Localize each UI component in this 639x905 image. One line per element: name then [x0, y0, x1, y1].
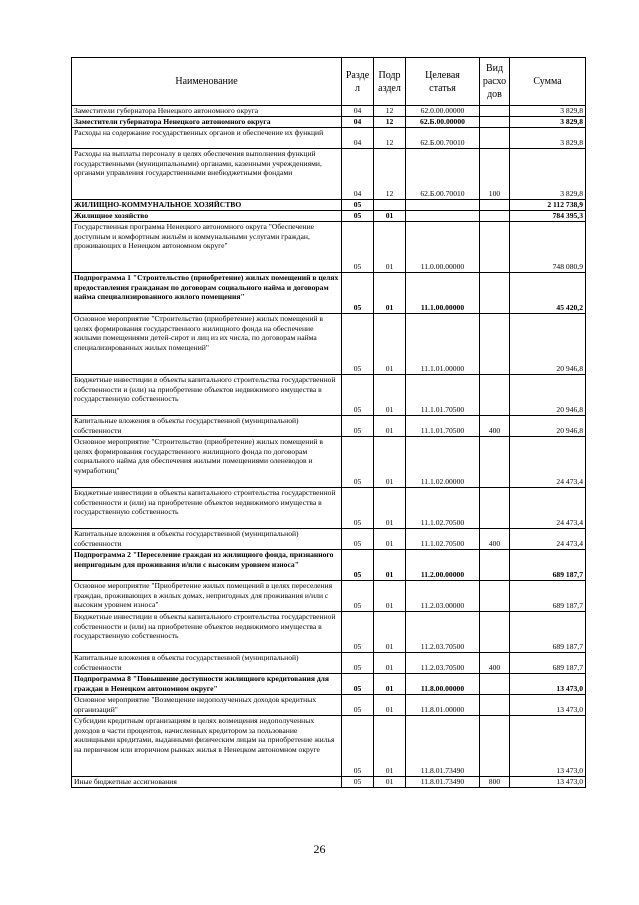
- row-name: Бюджетные инвестиции в объекты капитального строительства государственной собственности и (или) на приобретение объектов недвижимого имущества в государственную собственность: [72, 375, 342, 416]
- row-vid: [480, 488, 510, 529]
- row-article: 11.1.02.00000: [406, 437, 480, 488]
- row-vid: 400: [480, 416, 510, 437]
- row-vid: [480, 375, 510, 416]
- table-row: [72, 416, 586, 437]
- row-article: 11.2.00.00000: [406, 550, 480, 581]
- row-razdel: 05: [342, 777, 374, 788]
- row-vid: [480, 674, 510, 695]
- table-row: [72, 581, 586, 612]
- row-vid: [480, 314, 510, 375]
- row-razdel: 05: [342, 211, 374, 222]
- row-vid: [480, 612, 510, 653]
- header-razdel: Разде л: [342, 58, 374, 106]
- row-podrazdel: 01: [374, 581, 406, 612]
- row-razdel: 05: [342, 716, 374, 777]
- row-podrazdel: 01: [374, 695, 406, 716]
- row-podrazdel: 01: [374, 222, 406, 273]
- table-row: [72, 612, 586, 653]
- row-razdel: 04: [342, 128, 374, 149]
- row-razdel: 05: [342, 437, 374, 488]
- header-name: Наименование: [72, 58, 342, 106]
- row-razdel: 05: [342, 653, 374, 674]
- row-article: 62.Б.00.00000: [406, 117, 480, 128]
- row-name: Основное мероприятие "Приобретение жилых помещений в целях переселения граждан, проживающих в жилых домах, непригодных для проживания и/или с высоким уровнем износа": [72, 581, 342, 612]
- row-razdel: 05: [342, 550, 374, 581]
- table-row: [72, 437, 586, 488]
- table-row: [72, 211, 586, 222]
- row-razdel: 05: [342, 416, 374, 437]
- page-number: 26: [313, 842, 326, 856]
- header-vid: Вид расхо дов: [480, 58, 510, 106]
- row-sum: 689 187,7: [510, 581, 586, 612]
- row-razdel: 04: [342, 117, 374, 128]
- table-row: [72, 222, 586, 273]
- row-razdel: 05: [342, 581, 374, 612]
- row-razdel: 05: [342, 200, 374, 211]
- row-article: 11.1.00.00000: [406, 273, 480, 314]
- row-podrazdel: 01: [374, 653, 406, 674]
- row-razdel: 05: [342, 314, 374, 375]
- row-name: Субсидии кредитным организациям в целях возмещения недополученных доходов в части процентов, начисленных кредитором за пользование жилищными кредитами, выданными физическим лицам на приобретение жилья на первичном или вторичном рынках жилья в Ненецком автономном округе: [72, 716, 342, 777]
- row-vid: [480, 117, 510, 128]
- row-vid: [480, 200, 510, 211]
- row-sum: 13 473,0: [510, 777, 586, 788]
- row-article: 11.2.03.70500: [406, 612, 480, 653]
- row-razdel: 05: [342, 695, 374, 716]
- row-vid: [480, 716, 510, 777]
- table-row: [72, 106, 586, 117]
- row-name: Заместители губернатора Ненецкого автономного округа: [72, 117, 342, 128]
- row-podrazdel: 01: [374, 550, 406, 581]
- table-row: [72, 695, 586, 716]
- header-article: Целевая статья: [406, 58, 480, 106]
- table-row: [72, 117, 586, 128]
- row-podrazdel: 01: [374, 716, 406, 777]
- row-article: 11.1.01.70500: [406, 416, 480, 437]
- row-razdel: 05: [342, 612, 374, 653]
- table-row: [72, 529, 586, 550]
- row-name: Основное мероприятие "Строительство (приобретение) жилых помещений в целях формирования государственного жилищного фонда на обеспечение жилыми помещениями детей-сирот и лиц из их числа, по договорам найма специализированных жилых помещений": [72, 314, 342, 375]
- row-razdel: 04: [342, 149, 374, 200]
- row-article: 11.1.01.70500: [406, 375, 480, 416]
- row-article: [406, 211, 480, 222]
- table-row: [72, 653, 586, 674]
- row-name: Государственная программа Ненецкого автономного округа "Обеспечение доступным и комфортным жильём и коммунальными услугами граждан, проживающих в Ненецком автономном округе": [72, 222, 342, 273]
- row-vid: [480, 550, 510, 581]
- row-article: 62.Б.00.70010: [406, 149, 480, 200]
- row-sum: 20 946,8: [510, 416, 586, 437]
- row-podrazdel: 01: [374, 375, 406, 416]
- row-article: 11.8.01.73490: [406, 716, 480, 777]
- row-sum: 13 473,0: [510, 674, 586, 695]
- table-row: [72, 488, 586, 529]
- row-vid: [480, 211, 510, 222]
- table-row: [72, 716, 586, 777]
- row-vid: [480, 222, 510, 273]
- row-article: 11.2.03.70500: [406, 653, 480, 674]
- table-row: [72, 550, 586, 581]
- row-name: Капитальные вложения в объекты государственной (муниципальной) собственности: [72, 653, 342, 674]
- row-podrazdel: 12: [374, 128, 406, 149]
- row-name: Подпрограмма 1 "Строительство (приобретение) жилых помещений в целях предоставления гражданам по договорам социального найма и договорам найма специализированного жилого помещения": [72, 273, 342, 314]
- row-article: 11.1.02.70500: [406, 529, 480, 550]
- row-vid: 100: [480, 149, 510, 200]
- row-name: Жилищное хозяйство: [72, 211, 342, 222]
- row-sum: 3 829,8: [510, 106, 586, 117]
- row-name: Бюджетные инвестиции в объекты капитального строительства государственной собственности и (или) на приобретение объектов недвижимого имущества в государственную собственность: [72, 488, 342, 529]
- row-razdel: 04: [342, 106, 374, 117]
- row-article: 11.8.01.73490: [406, 777, 480, 788]
- row-vid: [480, 695, 510, 716]
- row-podrazdel: 12: [374, 117, 406, 128]
- row-article: 11.0.00.00000: [406, 222, 480, 273]
- row-article: 11.8.00.00000: [406, 674, 480, 695]
- row-razdel: 05: [342, 273, 374, 314]
- row-podrazdel: [374, 200, 406, 211]
- budget-table-container: [71, 57, 585, 788]
- row-razdel: 05: [342, 375, 374, 416]
- table-row: [72, 314, 586, 375]
- row-name: Расходы на выплаты персоналу в целях обеспечения выполнения функций государственными (муниципальными) органами, казенными учреждениями, органами управления государственными внебюджетными фондами: [72, 149, 342, 200]
- table-row: [72, 674, 586, 695]
- row-vid: [480, 437, 510, 488]
- row-sum: 20 946,8: [510, 375, 586, 416]
- row-sum: 2 112 738,9: [510, 200, 586, 211]
- row-sum: 784 395,3: [510, 211, 586, 222]
- row-name: Основное мероприятие "Возмещение недополученных доходов кредитных организаций": [72, 695, 342, 716]
- row-sum: 24 473,4: [510, 529, 586, 550]
- header-sum: Сумма: [510, 58, 586, 106]
- row-razdel: 05: [342, 222, 374, 273]
- row-razdel: 05: [342, 488, 374, 529]
- row-vid: [480, 106, 510, 117]
- row-article: 62.0.00.00000: [406, 106, 480, 117]
- row-vid: [480, 581, 510, 612]
- row-article: 11.2.03.00000: [406, 581, 480, 612]
- row-sum: 3 829,8: [510, 149, 586, 200]
- row-vid: [480, 128, 510, 149]
- table-row: [72, 149, 586, 200]
- row-name: Основное мероприятие "Строительство (приобретение) жилых помещений в целях формирования государственного жилищного фонда по договорам социального найма для обеспечения жилыми помещениями оленеводов и чумработниц": [72, 437, 342, 488]
- header-podrazdel: Подр аздел: [374, 58, 406, 106]
- row-sum: 13 473,0: [510, 716, 586, 777]
- row-vid: [480, 273, 510, 314]
- row-podrazdel: 12: [374, 106, 406, 117]
- row-sum: 3 829,8: [510, 128, 586, 149]
- row-razdel: 05: [342, 529, 374, 550]
- row-name: Заместители губернатора Ненецкого автономного округа: [72, 106, 342, 117]
- table-row: [72, 128, 586, 149]
- row-podrazdel: 01: [374, 674, 406, 695]
- row-name: Подпрограмма 8 "Повышение доступности жилищного кредитования для граждан в Ненецком автономном округе": [72, 674, 342, 695]
- table-row: [72, 777, 586, 788]
- row-name: Иные бюджетные ассигнования: [72, 777, 342, 788]
- row-name: Подпрограмма 2 "Переселение граждан из жилищного фонда, признанного непригодным для проживания и/или с высоким уровнем износа": [72, 550, 342, 581]
- row-vid: 400: [480, 653, 510, 674]
- row-sum: 748 080,9: [510, 222, 586, 273]
- row-vid: 400: [480, 529, 510, 550]
- row-name: Бюджетные инвестиции в объекты капитального строительства государственной собственности и (или) на приобретение объектов недвижимого имущества в государственную собственность: [72, 612, 342, 653]
- row-sum: 3 829,8: [510, 117, 586, 128]
- row-podrazdel: 01: [374, 612, 406, 653]
- row-podrazdel: 01: [374, 211, 406, 222]
- row-article: 11.1.02.70500: [406, 488, 480, 529]
- row-article: 11.1.01.00000: [406, 314, 480, 375]
- row-razdel: 05: [342, 674, 374, 695]
- row-sum: 45 420,2: [510, 273, 586, 314]
- row-podrazdel: 01: [374, 314, 406, 375]
- row-podrazdel: 01: [374, 488, 406, 529]
- row-name: Расходы на содержание государственных органов и обеспечение их функций: [72, 128, 342, 149]
- row-sum: 13 473,0: [510, 695, 586, 716]
- row-sum: 689 187,7: [510, 653, 586, 674]
- row-article: [406, 200, 480, 211]
- row-podrazdel: 01: [374, 437, 406, 488]
- row-podrazdel: 01: [374, 273, 406, 314]
- table-header-row: [72, 58, 586, 106]
- row-article: 62.Б.00.70010: [406, 128, 480, 149]
- row-vid: 800: [480, 777, 510, 788]
- row-name: Капитальные вложения в объекты государственной (муниципальной) собственности: [72, 416, 342, 437]
- row-podrazdel: 12: [374, 149, 406, 200]
- table-row: [72, 200, 586, 211]
- row-name: Капитальные вложения в объекты государственной (муниципальной) собственности: [72, 529, 342, 550]
- row-sum: 689 187,7: [510, 612, 586, 653]
- row-podrazdel: 01: [374, 416, 406, 437]
- row-sum: 20 946,8: [510, 314, 586, 375]
- row-podrazdel: 01: [374, 777, 406, 788]
- row-name: ЖИЛИЩНО-КОММУНАЛЬНОЕ ХОЗЯЙСТВО: [72, 200, 342, 211]
- row-podrazdel: 01: [374, 529, 406, 550]
- row-sum: 24 473,4: [510, 488, 586, 529]
- table-row: [72, 273, 586, 314]
- row-sum: 24 473,4: [510, 437, 586, 488]
- row-article: 11.8.01.00000: [406, 695, 480, 716]
- budget-table: [71, 57, 586, 788]
- row-sum: 689 187,7: [510, 550, 586, 581]
- table-row: [72, 375, 586, 416]
